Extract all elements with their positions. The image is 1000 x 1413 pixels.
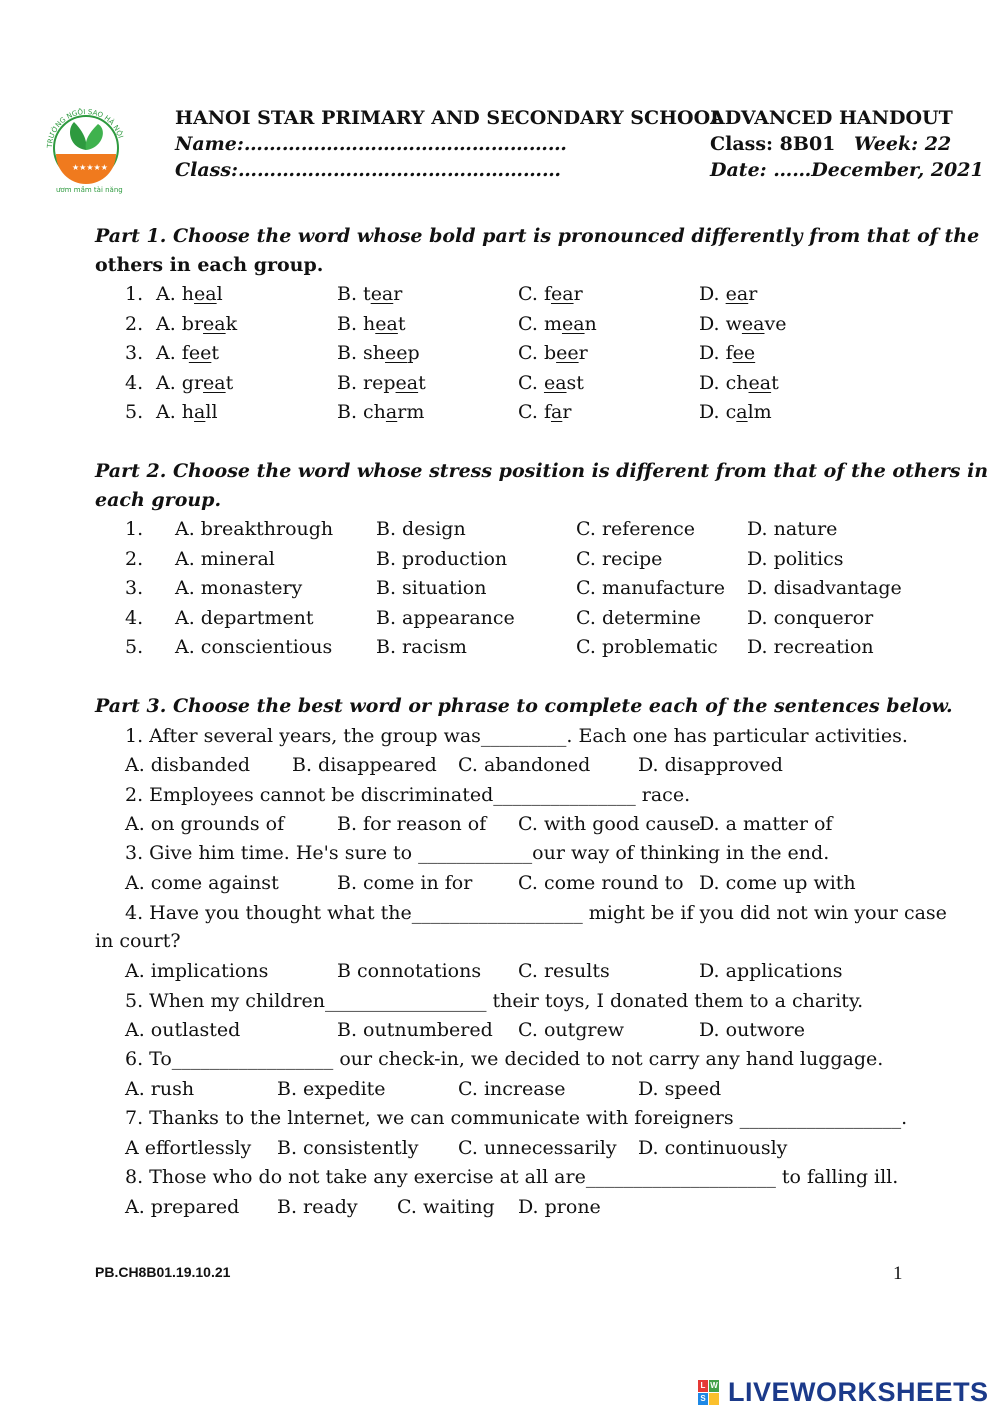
option-text: C. [518, 372, 544, 394]
svg-text:★★★★★: ★★★★★ [72, 163, 108, 172]
item-number: 3. [125, 577, 144, 599]
q6-option-a: A. rush [125, 1078, 195, 1100]
option-text-end: t [418, 372, 426, 394]
q6-option-c: C. increase [458, 1078, 566, 1100]
underlined-part: ee [556, 342, 579, 364]
logo-motto: ươm mầm tài năng [56, 186, 123, 194]
underlined-part: ea [395, 372, 419, 394]
underlined-part: ea [203, 313, 226, 335]
item-number: 1. [125, 283, 144, 305]
item-number: 4. [125, 372, 144, 394]
option-text-end: t [771, 372, 779, 394]
option-text-end: ll [205, 401, 218, 423]
option-c: C. manufacture [576, 577, 725, 599]
option-d [699, 342, 755, 364]
item-number: 2. [125, 548, 144, 570]
option-text: C. m [518, 313, 562, 335]
part2-row [0, 636, 1000, 666]
q5-option-b: B. outnumbered [337, 1019, 493, 1041]
underlined-part: ea [194, 283, 217, 305]
q1-option-c: C. abandoned [458, 754, 591, 776]
class-info: Class: 8B01 [710, 133, 836, 155]
option-text-end: r [393, 283, 403, 305]
option-b [337, 283, 402, 305]
underlined-part: ea [550, 283, 574, 305]
date-line: Date: ……December, 2021 [710, 159, 984, 181]
underlined-part: a [550, 401, 563, 423]
question-6: 6. To_________________ our check-in, we decided to not carry any hand luggage. [125, 1048, 884, 1070]
part1-row [0, 283, 1000, 313]
option-a: A. breakthrough [175, 518, 334, 540]
option-text: A. h [156, 283, 195, 305]
school-logo-graphic [40, 100, 132, 198]
tile-blank [709, 1393, 719, 1405]
liveworksheets-logo[interactable] [698, 1377, 989, 1409]
q5-option-c: C. outgrew [518, 1019, 625, 1041]
option-c [518, 342, 588, 364]
option-c [518, 401, 571, 423]
option-a: A. mineral [175, 548, 275, 570]
option-text-end: t [397, 313, 406, 335]
option-text: D. [699, 283, 726, 305]
q1-option-a: A. disbanded [125, 754, 251, 776]
question-1: 1. After several years, the group was_________. Each one has particular activities. [125, 725, 908, 747]
option-a: A. monastery [175, 577, 303, 599]
q2-option-c: C. with good cause [518, 813, 701, 835]
q8-option-c: C. waiting [397, 1196, 495, 1218]
option-a [156, 283, 223, 305]
part1-row [0, 313, 1000, 343]
part3-title: Part 3. Choose the best word or phrase to complete each of the sentences below. [95, 695, 953, 717]
option-c: C. problematic [576, 636, 718, 658]
underlined-part: ea [203, 372, 226, 394]
option-a [156, 372, 233, 394]
tile-w: W [710, 1380, 718, 1390]
item-number: 4. [125, 607, 144, 629]
q8-option-b: B. ready [277, 1196, 358, 1218]
logo-arc-text: TRƯỜNG NGÔI SAO HÀ NỘI [45, 107, 125, 149]
class-line: Class:…………………………………………… [175, 159, 562, 181]
q5-option-a: A. outlasted [125, 1019, 241, 1041]
q8-option-a: A. prepared [125, 1196, 240, 1218]
option-text-end: r [578, 342, 588, 364]
option-b [337, 342, 420, 364]
item-number: 3. [125, 342, 144, 364]
q5-option-d: D. outwore [699, 1019, 805, 1041]
name-line: Name:…………………………………………… [175, 133, 567, 155]
option-b [337, 401, 424, 423]
option-b: B. design [376, 518, 466, 540]
option-d [699, 401, 772, 423]
option-a: A. conscientious [175, 636, 333, 658]
option-text: B. rep [337, 372, 396, 394]
handout-title: ADVANCED HANDOUT [710, 107, 953, 129]
question-3: 3. Give him time. He's sure to ____________our way of thinking in the end. [125, 842, 830, 864]
option-text-end: st [566, 372, 584, 394]
question-7: 7. Thanks to the lnternet, we can communicate with foreigners _________________. [125, 1107, 908, 1129]
option-a [156, 313, 237, 335]
part1-row [0, 342, 1000, 372]
option-text-end: rm [397, 401, 425, 423]
option-text: C. f [518, 283, 551, 305]
liveworksheets-brand: LIVEWORKSHEETS [728, 1377, 989, 1407]
option-d [699, 372, 779, 394]
question-8: 8. Those who do not take any exercise at all are____________________ to falling ill. [125, 1166, 899, 1188]
option-d: D. nature [747, 518, 838, 540]
underlined-part: ea [725, 283, 749, 305]
option-b: B. situation [376, 577, 487, 599]
q4-option-a: A. implications [125, 960, 269, 982]
underlined-part: ea [741, 313, 765, 335]
option-c: C. reference [576, 518, 695, 540]
week-label: Week: 22 [854, 133, 952, 155]
part2-row [0, 548, 1000, 578]
q8-option-d: D. prone [518, 1196, 601, 1218]
underlined-part: ea [561, 313, 585, 335]
q4-option-b: B connotations [337, 960, 482, 982]
school-name: HANOI STAR PRIMARY AND SECONDARY SCHOOL [175, 107, 724, 129]
option-text: D. w [699, 313, 742, 335]
option-text-end: p [407, 342, 420, 364]
option-b: B. racism [376, 636, 467, 658]
option-d: D. politics [747, 548, 844, 570]
part1-row [0, 372, 1000, 402]
part1-title-cont: others in each group. [95, 254, 324, 276]
q7-option-d: D. continuously [638, 1137, 788, 1159]
option-text-end: lm [747, 401, 772, 423]
underlined-part: a [385, 401, 398, 423]
option-text: B. t [337, 283, 371, 305]
option-text: D. ch [699, 372, 749, 394]
option-text: A. h [156, 401, 195, 423]
option-c: C. determine [576, 607, 701, 629]
q6-option-b: B. expedite [277, 1078, 386, 1100]
q3-option-b: B. come in for [337, 872, 473, 894]
underlined-part: ea [375, 313, 398, 335]
option-a [156, 401, 218, 423]
option-d: D. conqueror [747, 607, 874, 629]
q1-option-b: B. disappeared [292, 754, 437, 776]
item-number: 5. [125, 636, 144, 658]
option-d: D. recreation [747, 636, 874, 658]
option-d [699, 313, 786, 335]
option-text-end: r [748, 283, 758, 305]
school-logo [40, 100, 132, 198]
option-text: A. br [156, 313, 204, 335]
question-2: 2. Employees cannot be discriminated_______________ race. [125, 784, 691, 806]
document-code: PB.CH8B01.19.10.21 [95, 1264, 231, 1280]
underlined-part: ee [188, 342, 212, 364]
underlined-part: ea [370, 283, 394, 305]
option-b: B. production [376, 548, 508, 570]
option-c [518, 283, 583, 305]
option-text-end: t [225, 372, 234, 394]
option-text: A. gr [156, 372, 204, 394]
part1-row [0, 401, 1000, 431]
option-b [337, 372, 426, 394]
option-text: A. f [156, 342, 189, 364]
q6-option-d: D. speed [638, 1078, 722, 1100]
part2-row [0, 607, 1000, 637]
option-text: C. f [518, 401, 551, 423]
option-text-end: k [225, 313, 238, 335]
option-b [337, 313, 406, 335]
underlined-part: a [736, 401, 748, 423]
underlined-part: ee [385, 342, 408, 364]
part2-title-cont: each group. [95, 489, 222, 511]
item-number: 5. [125, 401, 144, 423]
option-text-end: t [211, 342, 219, 364]
option-text-end: r [562, 401, 572, 423]
q4-option-c: C. results [518, 960, 610, 982]
question-5: 5. When my children_________________ their toys, I donated them to a charity. [125, 990, 864, 1012]
option-text: C. b [518, 342, 557, 364]
q7-option-b: B. consistently [277, 1137, 419, 1159]
part2-row [0, 577, 1000, 607]
question-4-cont: in court? [95, 930, 181, 952]
q1-option-d: D. disapproved [638, 754, 783, 776]
option-a [156, 342, 219, 364]
option-b: B. appearance [376, 607, 515, 629]
q3-option-a: A. come against [125, 872, 279, 894]
underlined-part: ea [748, 372, 772, 394]
option-text: B. h [337, 313, 376, 335]
liveworksheets-tiles-icon [698, 1380, 720, 1406]
option-text: D. f [699, 342, 733, 364]
question-4: 4. Have you thought what the__________________ might be if you did not win your case [125, 902, 947, 924]
q7-option-c: C. unnecessarily [458, 1137, 617, 1159]
part2-title: Part 2. Choose the word whose stress position is different from that of the others in [95, 460, 989, 482]
tile-l: L [698, 1380, 708, 1392]
q2-option-b: B. for reason of [337, 813, 487, 835]
option-d: D. disadvantage [747, 577, 902, 599]
item-number: 1. [125, 518, 144, 540]
q2-option-d: D. a matter of [699, 813, 833, 835]
q3-option-d: D. come up with [699, 872, 856, 894]
tile-s: S [698, 1393, 708, 1405]
q3-option-c: C. come round to [518, 872, 684, 894]
underlined-part: a [194, 401, 206, 423]
option-text: D. c [699, 401, 737, 423]
q7-option-a: A effortlessly [125, 1137, 252, 1159]
q2-option-a: A. on grounds of [125, 813, 285, 835]
option-c [518, 372, 584, 394]
option-text-end: ve [764, 313, 787, 335]
option-text-end: n [584, 313, 597, 335]
option-a: A. department [175, 607, 314, 629]
option-text: B. sh [337, 342, 386, 364]
item-number: 2. [125, 313, 144, 335]
underlined-part: ea [543, 372, 567, 394]
option-d [699, 283, 757, 305]
part2-row [0, 518, 1000, 548]
option-c [518, 313, 597, 335]
option-text-end: l [216, 283, 223, 305]
option-c: C. recipe [576, 548, 663, 570]
option-text: B. ch [337, 401, 386, 423]
part1-title: Part 1. Choose the word whose bold part is pronounced differently from that of the [95, 225, 980, 247]
underlined-part: ee [732, 342, 756, 364]
option-text-end: r [573, 283, 583, 305]
page-number: 1 [893, 1263, 903, 1284]
q4-option-d: D. applications [699, 960, 843, 982]
